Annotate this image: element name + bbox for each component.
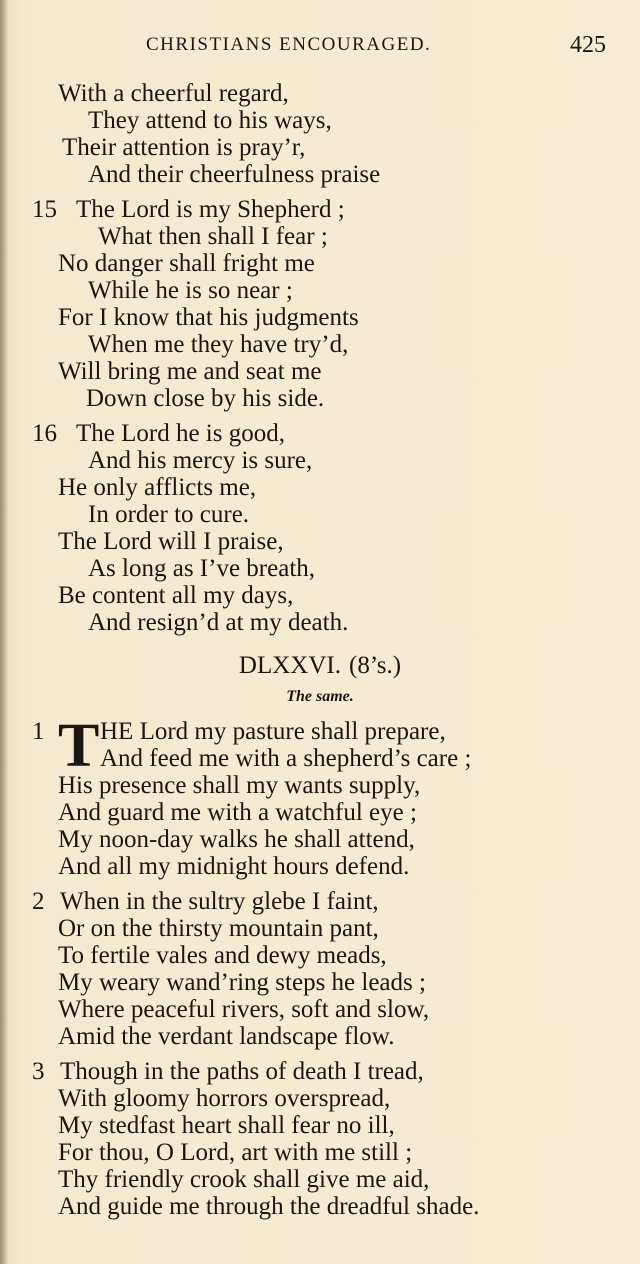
verse-line: Where peaceful rivers, soft and slow, — [58, 996, 430, 1023]
verse-line: Down close by his side. — [86, 385, 325, 412]
verse-line: My noon-day walks he shall attend, — [58, 826, 415, 853]
verse-line: They attend to his ways, — [88, 107, 332, 134]
verse-line: What then shall I fear ; — [98, 223, 328, 250]
running-head: CHRISTIANS ENCOURAGED. — [146, 34, 432, 55]
verse-line: Will bring me and seat me — [58, 358, 322, 385]
verse-line: And guard me with a watchful eye ; — [58, 799, 417, 826]
hymn-number: DLXXVI. — [238, 652, 341, 679]
verse-line: When in the sultry glebe I faint, — [60, 888, 379, 915]
verse-number: 3 — [32, 1058, 45, 1085]
verse-line: The Lord is my Shepherd ; — [76, 196, 345, 223]
verse-line: He only afflicts me, — [58, 474, 257, 501]
verse-line: Thy friendly crook shall give me aid, — [58, 1166, 430, 1193]
verse-line: With gloomy horrors overspread, — [58, 1085, 391, 1112]
verse-line: And his mercy is sure, — [88, 447, 313, 474]
verse-line: And feed me with a shepherd’s care ; — [100, 745, 472, 772]
verse-line: My stedfast heart shall fear no ill, — [58, 1112, 395, 1139]
verse-line: And their cheerfulness praise — [88, 161, 381, 188]
stanza-number: 15 — [32, 196, 57, 223]
verse-line: To fertile vales and dewy meads, — [58, 942, 387, 969]
verse-line: And resign’d at my death. — [88, 609, 349, 636]
verse-line: HE Lord my pasture shall prepare, — [100, 718, 446, 745]
page-header — [0, 32, 640, 62]
verse-line: Their attention is pray’r, — [62, 134, 306, 161]
verse-line: For thou, O Lord, art with me still ; — [58, 1139, 413, 1166]
verse-line: While he is so near ; — [88, 277, 293, 304]
verse-line: Or on the thirsty mountain pant, — [58, 915, 379, 942]
verse-line: In order to cure. — [88, 501, 250, 528]
verse-line: Be content all my days, — [58, 582, 294, 609]
verse-line: And all my midnight hours defend. — [58, 853, 410, 880]
verse-line: As long as I’ve breath, — [88, 555, 316, 582]
drop-cap: T — [58, 712, 100, 780]
hymn-meter: (8’s.) — [349, 652, 402, 679]
verse-line: When me they have try’d, — [88, 331, 349, 358]
verse-line: His presence shall my wants supply, — [58, 772, 421, 799]
verse-line: My weary wand’ring steps he leads ; — [58, 969, 426, 996]
page-number: 425 — [570, 32, 606, 58]
verse-number: 2 — [32, 888, 45, 915]
hymn-subtitle: The same. — [286, 688, 354, 705]
gutter-shadow — [0, 0, 8, 1264]
verse-line: And guide me through the dreadful shade. — [58, 1193, 480, 1220]
verse-line: The Lord he is good, — [76, 420, 285, 447]
verse-line: Though in the paths of death I tread, — [60, 1058, 424, 1085]
verse-line: For I know that his judgments — [58, 304, 359, 331]
verse-line: No danger shall fright me — [58, 250, 315, 277]
verse-line: Amid the verdant landscape flow. — [58, 1023, 395, 1050]
verse-number: 1 — [32, 718, 45, 745]
hymn-title — [0, 652, 640, 679]
stanza-number: 16 — [32, 420, 57, 447]
verse-line: The Lord will I praise, — [58, 528, 284, 555]
verse-line: With a cheerful regard, — [58, 80, 289, 107]
